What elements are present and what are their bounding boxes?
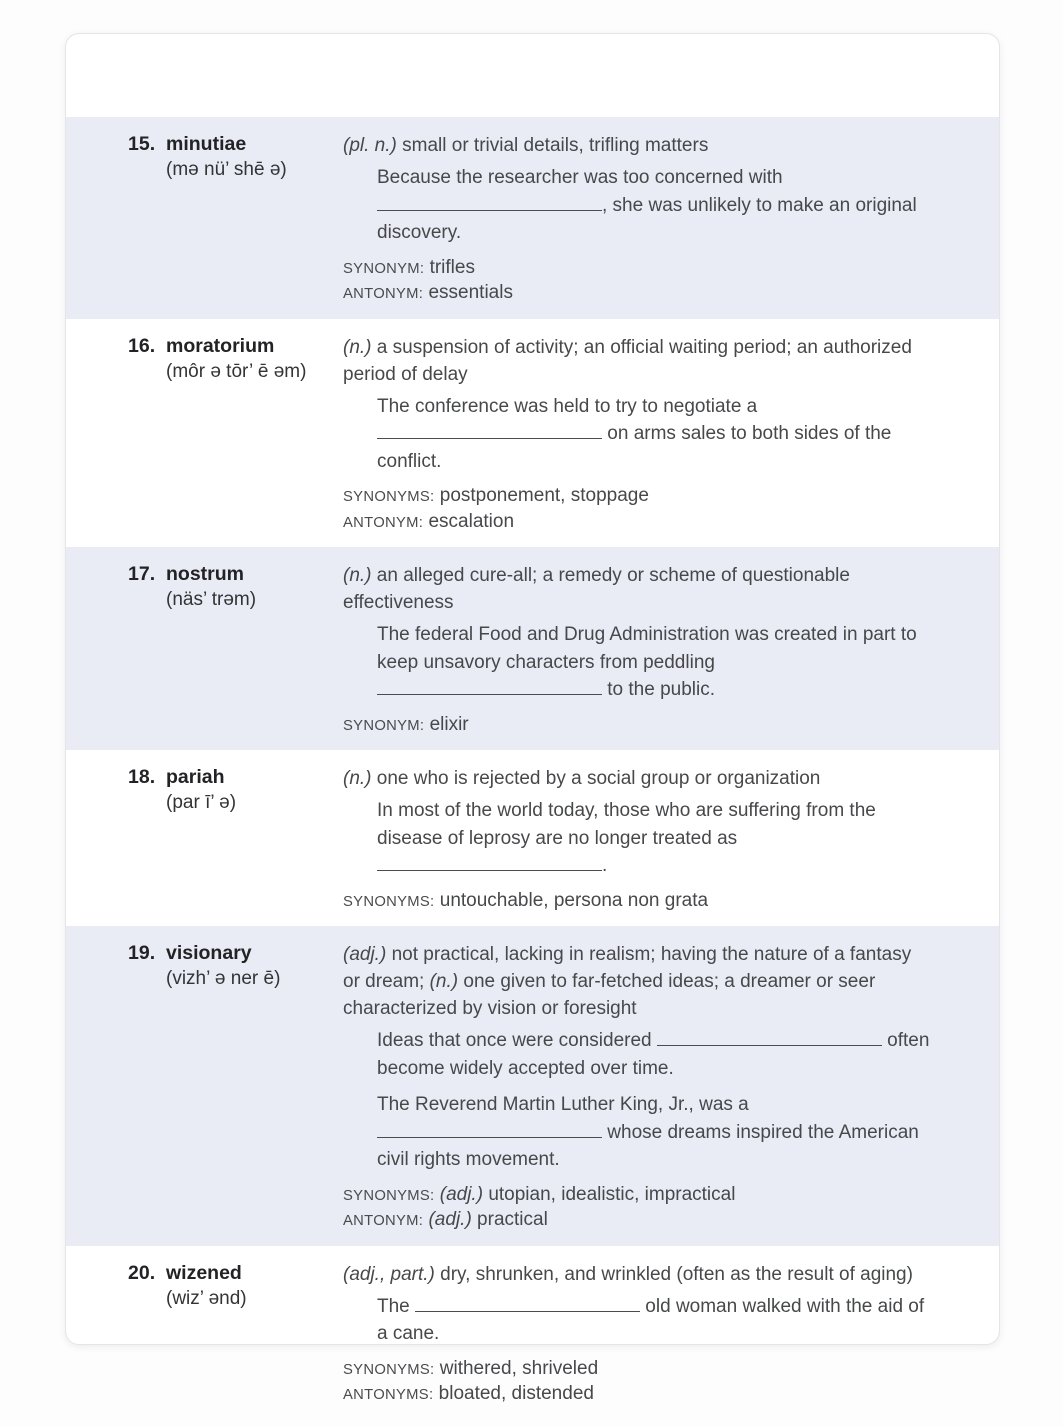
relation-label: ANTONYM: <box>343 286 424 302</box>
text-segment: (pl. n.) <box>343 135 397 156</box>
example-sentence <box>377 393 931 476</box>
definition-text <box>343 1261 931 1288</box>
vocab-entry <box>66 117 999 319</box>
relation-label: ANTONYMS: <box>343 1387 434 1403</box>
vocab-entry <box>66 1246 999 1426</box>
text-segment: trifles <box>424 256 475 278</box>
text-segment: The conference was held to try to negotiate a <box>377 395 758 417</box>
text-segment: on arms sales to both sides of the conflict. <box>377 423 892 472</box>
text-segment: old woman walked with the aid of a cane. <box>377 1295 925 1344</box>
example-sentence <box>377 621 931 704</box>
relation-line <box>343 1357 931 1383</box>
entry-pronunciation: (vizh’ ə ner ē) <box>166 968 281 989</box>
text-segment: , she was unlikely to make an original discovery. <box>377 194 917 243</box>
vocabulary-page-card <box>65 33 1000 1404</box>
text-segment: untouchable, persona non grata <box>434 889 709 911</box>
text-segment: a suspension of activity; an official waiting period; an authorized period of delay <box>343 336 912 385</box>
text-segment: dry, shrunken, and wrinkled (often as the result of aging) <box>434 1263 913 1285</box>
relation-line <box>343 889 931 915</box>
entry-pronunciation: (mə nü’ shē ə) <box>166 159 287 180</box>
text-segment: practical <box>471 1209 548 1230</box>
entry-number: 18. <box>128 766 156 788</box>
example-sentences <box>343 164 931 247</box>
text-segment: . <box>602 855 608 876</box>
fill-in-blank <box>377 193 602 210</box>
text-segment: postponement, stoppage <box>434 485 649 506</box>
text-segment: (adj., part.) <box>343 1263 435 1285</box>
entry-pronunciation: (par ī’ ə) <box>166 792 237 813</box>
text-segment: to the public. <box>602 679 716 700</box>
definition-text <box>343 132 931 159</box>
vocab-entry <box>66 926 999 1246</box>
definition-text <box>343 765 931 792</box>
headword-block <box>128 941 343 1234</box>
text-segment: utopian, idealistic, impractical <box>483 1183 736 1205</box>
example-sentences <box>343 1293 931 1348</box>
text-segment: In most of the world today, those who are suffering from the disease of leprosy are no longer treated as <box>377 800 876 849</box>
relation-label: SYNONYM: <box>343 717 425 734</box>
text-segment: escalation <box>423 510 515 532</box>
relation-label: SYNONYMS: <box>343 1187 435 1204</box>
entry-word: visionary <box>166 942 252 964</box>
vocab-entry <box>66 319 999 548</box>
entry-body <box>343 334 931 536</box>
text-segment: often become widely accepted over time. <box>377 1030 930 1079</box>
synonym-antonym-block <box>343 1183 931 1234</box>
text-segment: not practical, lacking in realism; having the nature of a fantasy or dream; <box>343 944 912 992</box>
synonym-antonym-block <box>343 713 931 739</box>
headword-block <box>128 562 343 738</box>
synonym-antonym-block <box>343 889 931 915</box>
example-sentence <box>377 1027 931 1082</box>
synonym-antonym-block <box>343 1357 931 1408</box>
text-segment: small or trivial details, trifling matters <box>396 135 709 156</box>
text-segment: Ideas that once were considered <box>377 1030 657 1051</box>
text-segment: essentials <box>423 282 513 303</box>
example-sentences <box>343 393 931 476</box>
definition-text <box>343 562 931 616</box>
synonym-antonym-block <box>343 256 931 307</box>
example-sentences <box>343 1027 931 1174</box>
vocab-entry <box>66 750 999 926</box>
text-segment: (adj.) <box>343 944 387 965</box>
fill-in-blank <box>377 1120 602 1137</box>
text-segment: (n.) <box>429 971 459 992</box>
entry-pronunciation: (näs’ trəm) <box>166 589 257 610</box>
synonym-antonym-block <box>343 484 931 535</box>
text-segment: one who is rejected by a social group or organization <box>371 768 821 789</box>
entry-number: 16. <box>128 334 156 357</box>
fill-in-blank <box>657 1029 882 1046</box>
entry-word: moratorium <box>166 334 275 357</box>
text-segment: whose dreams inspired the American civil rights movement. <box>377 1121 919 1170</box>
text-segment: elixir <box>424 713 469 735</box>
example-sentences <box>343 797 931 880</box>
headword-block <box>128 132 343 307</box>
relation-line <box>343 713 931 739</box>
entry-pronunciation: (wiz’ ənd) <box>166 1287 247 1309</box>
entry-body <box>343 1261 931 1414</box>
example-sentence <box>377 1091 931 1174</box>
entry-number: 19. <box>128 942 156 964</box>
definition-text <box>343 941 931 1022</box>
entry-word: wizened <box>166 1261 242 1284</box>
entry-body <box>343 765 931 914</box>
text-segment: withered, shriveled <box>434 1357 599 1379</box>
text-segment: (n.) <box>343 768 372 789</box>
fill-in-blank <box>377 854 602 871</box>
headword-block <box>128 334 343 536</box>
vocab-entry <box>66 547 999 750</box>
entry-body <box>343 562 931 738</box>
text-segment: The <box>377 1295 416 1317</box>
definition-text <box>343 334 931 388</box>
entry-list <box>66 117 999 1426</box>
relation-line <box>343 256 931 282</box>
entry-pronunciation: (môr ə tōr’ ē əm) <box>166 360 307 382</box>
text-segment: bloated, distended <box>433 1383 594 1404</box>
example-sentences <box>343 621 931 704</box>
relation-label: SYNONYMS: <box>343 1361 435 1378</box>
text-segment: (n.) <box>343 336 372 358</box>
fill-in-blank <box>415 1294 640 1311</box>
example-sentence <box>377 797 931 880</box>
headword-block <box>128 1261 343 1414</box>
entry-word: nostrum <box>166 563 244 585</box>
relation-line <box>343 1183 931 1209</box>
fill-in-blank <box>377 678 602 695</box>
relation-line <box>343 1208 931 1234</box>
relation-label: SYNONYM: <box>343 260 425 277</box>
entry-word: minutiae <box>166 133 247 155</box>
relation-label: ANTONYM: <box>343 1213 424 1229</box>
text-segment: (n.) <box>343 565 372 586</box>
text-segment: an alleged cure-all; a remedy or scheme of questionable effectiveness <box>343 565 850 613</box>
fill-in-blank <box>377 422 602 439</box>
relation-line <box>343 510 931 536</box>
relation-label: ANTONYM: <box>343 514 424 531</box>
entry-number: 20. <box>128 1261 156 1284</box>
text-segment: (adj.) <box>428 1209 472 1230</box>
entry-word: pariah <box>166 766 225 788</box>
example-sentence <box>377 1293 931 1348</box>
relation-label: SYNONYMS: <box>343 893 435 910</box>
example-sentence <box>377 164 931 247</box>
relation-label: SYNONYMS: <box>343 489 435 505</box>
text-segment: one given to far-fetched ideas; a dreamer or seer characterized by vision or foresight <box>343 971 876 1019</box>
text-segment: The Reverend Martin Luther King, Jr., was a <box>377 1094 749 1115</box>
text-segment: (adj.) <box>439 1183 484 1205</box>
relation-line <box>343 281 931 307</box>
entry-number: 17. <box>128 563 156 585</box>
entry-number: 15. <box>128 133 156 155</box>
headword-block <box>128 765 343 914</box>
relation-line <box>343 1382 931 1408</box>
text-segment: Because the researcher was too concerned with <box>377 167 783 188</box>
relation-line <box>343 484 931 510</box>
text-segment: The federal Food and Drug Administration was created in part to keep unsavory characters from peddling <box>377 624 917 673</box>
entry-body <box>343 941 931 1234</box>
entry-body <box>343 132 931 307</box>
